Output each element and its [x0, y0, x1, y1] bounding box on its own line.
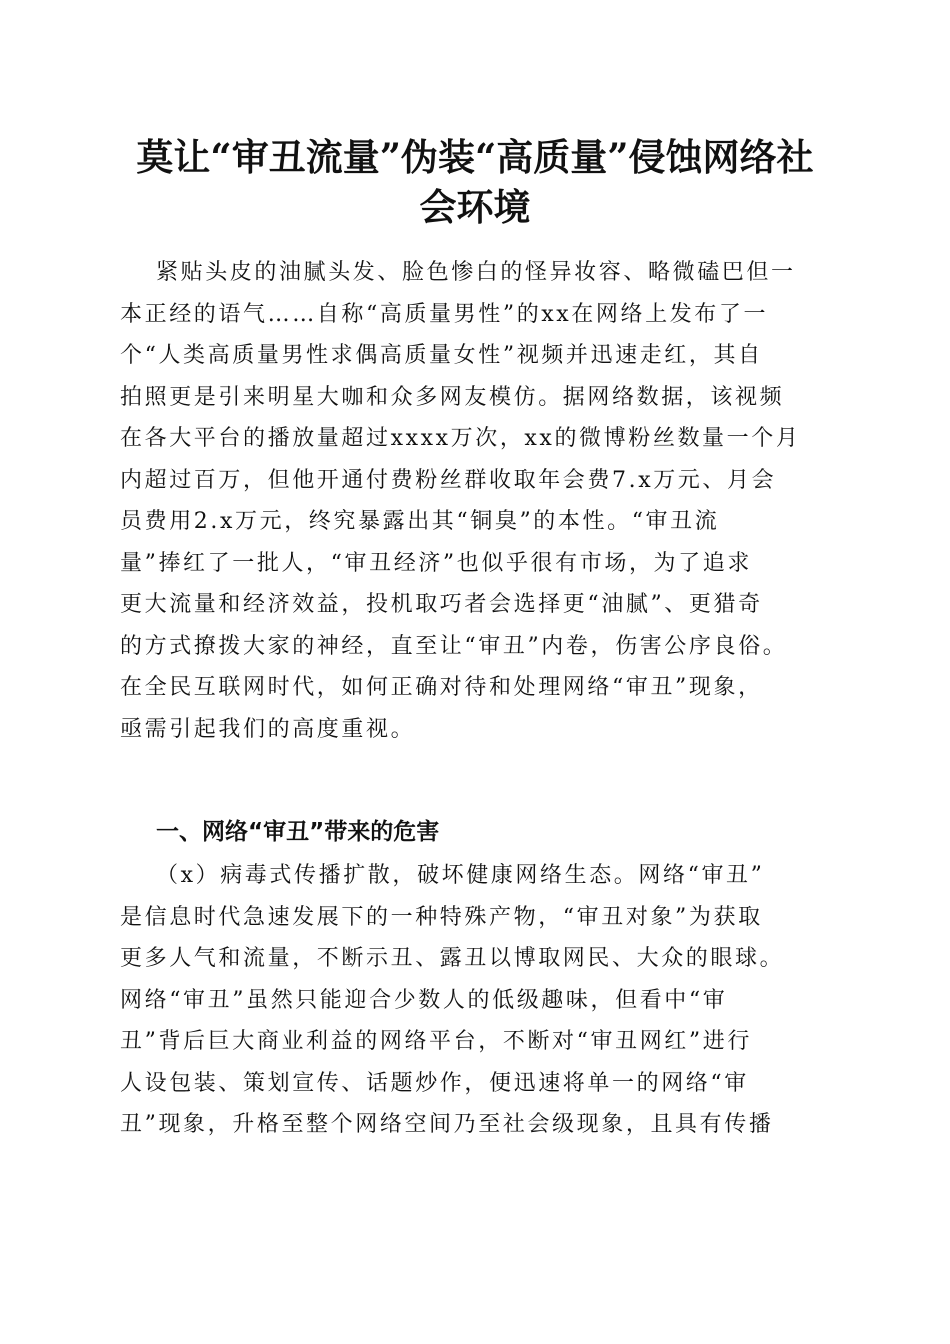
section-heading: 一、网络“审丑”带来的危害 [156, 819, 440, 845]
paragraph-line: 员费用2.x万元，终究暴露出其“铜臭”的本性。“审丑流 [120, 509, 720, 534]
paragraph-line: 量”捧红了一批人，“审丑经济”也似乎很有市场，为了追求 [120, 550, 752, 576]
paragraph-line: 亟需引起我们的高度重视。 [120, 716, 416, 742]
paragraph-line: 拍照更是引来明星大咖和众多网友模仿。据网络数据，该视频 [120, 384, 785, 410]
paragraph-section-1 [120, 855, 832, 1146]
paragraph-line: 紧贴头皮的油腻头发、脸色惨白的怪异妆容、略微磕巴但一 [156, 260, 796, 285]
paragraph-line: 更大流量和经济效益，投机取巧者会选择更“油腻”、更猎奇 [120, 592, 763, 617]
paragraph-intro [120, 252, 832, 750]
paragraph-line: 本正经的语气……自称“高质量男性”的xx在网络上发布了一 [120, 301, 769, 327]
title-line-2: 会环境 [419, 185, 531, 229]
paragraph-line: 更多人气和流量，不断示丑、露丑以博取网民、大众的眼球。 [120, 946, 785, 971]
paragraph-line: 内超过百万，但他开通付费粉丝群收取年会费7.x万元、月会 [120, 467, 777, 493]
title-line-1: 莫让“审丑流量”伪装“高质量”侵蚀网络社 [136, 135, 814, 179]
paragraph-line: 丑”现象，升格至整个网络空间乃至社会级现象，且具有传播 [120, 1112, 774, 1137]
paragraph-line: 人设包装、策划宣传、话题炒作，便迅速将单一的网络“审 [120, 1070, 749, 1096]
paragraph-line: 在各大平台的播放量超过xxxx万次，xx的微博粉丝数量一个月 [120, 426, 801, 451]
paragraph-line: 个“人类高质量男性求偶高质量女性”视频并迅速走红，其自 [120, 343, 763, 368]
paragraph-line: 是信息时代急速发展下的一种特殊产物，“审丑对象”为获取 [120, 904, 763, 930]
document-title [110, 132, 840, 232]
paragraph-line: 在全民互联网时代，如何正确对待和处理网络“审丑”现象， [120, 675, 763, 700]
paragraph-line: （x）病毒式传播扩散，破坏健康网络生态。网络“审丑” [156, 863, 765, 888]
paragraph-line: 网络“审丑”虽然只能迎合少数人的低级趣味，但看中“审 [120, 987, 728, 1013]
paragraph-line: 的方式撩拨大家的神经，直至让“审丑”内卷，伤害公序良俗。 [120, 633, 788, 659]
paragraph-line: 丑”背后巨大商业利益的网络平台，不断对“审丑网红”进行 [120, 1029, 752, 1054]
